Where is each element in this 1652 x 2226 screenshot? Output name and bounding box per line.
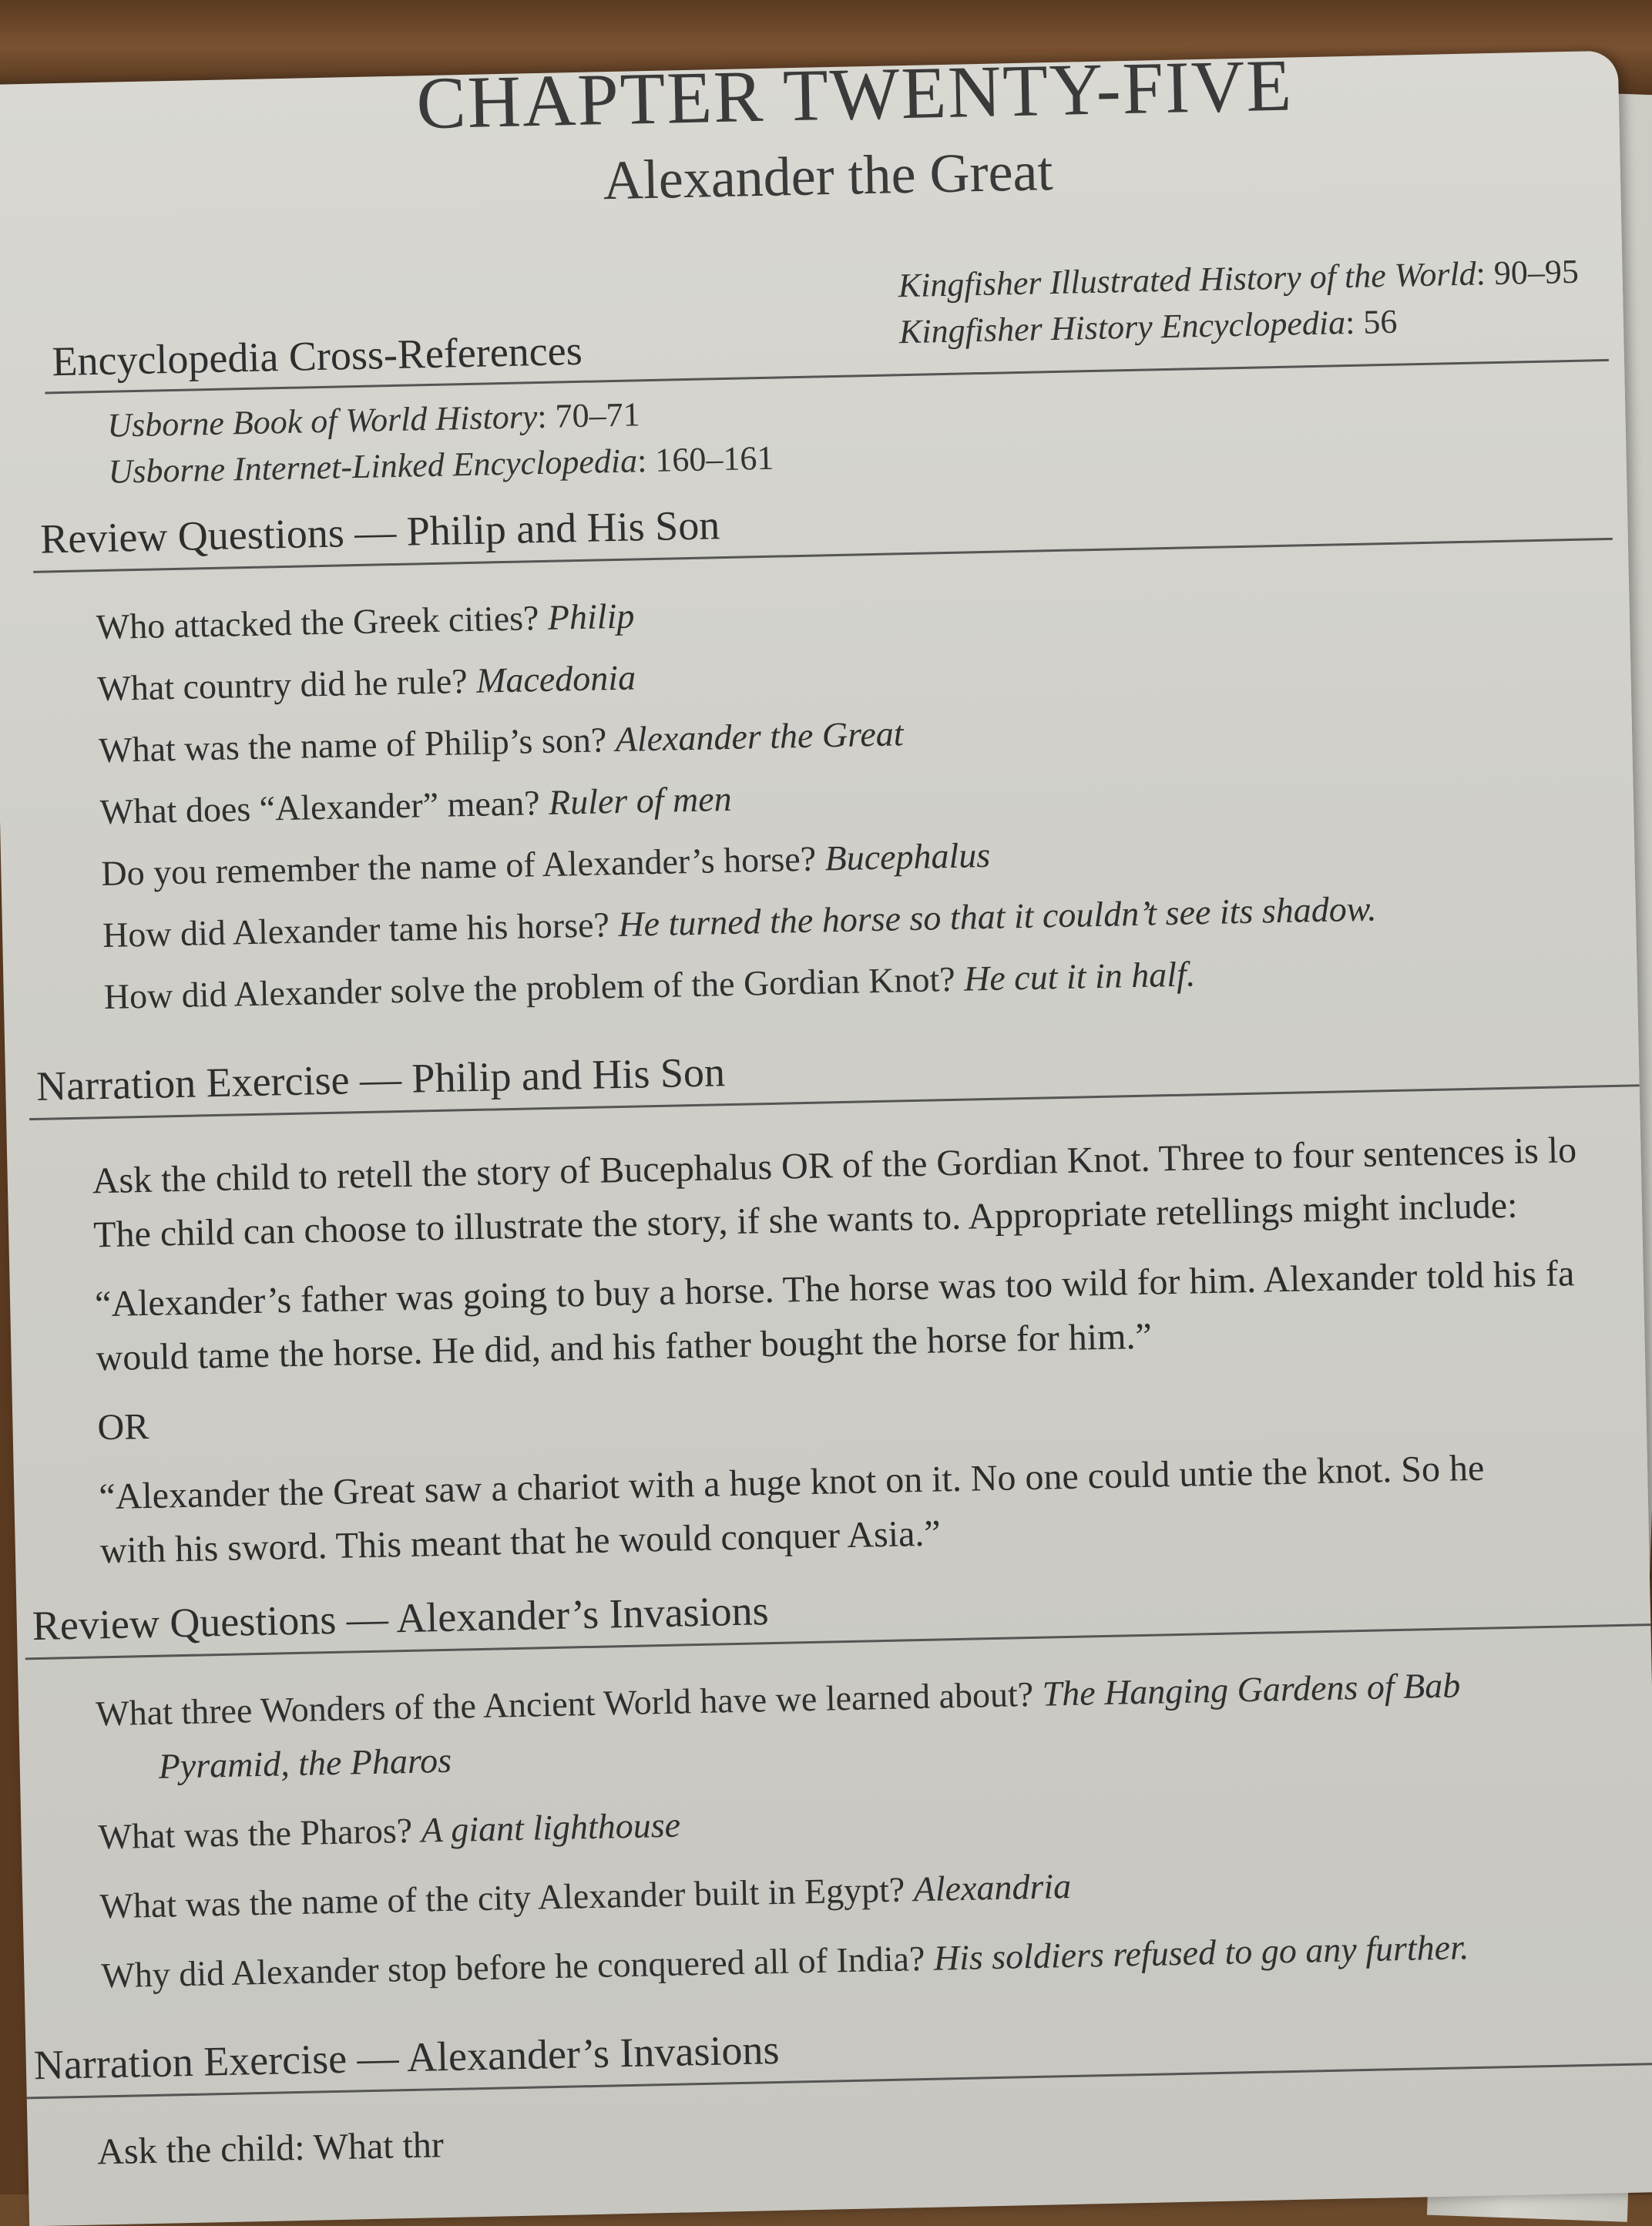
- cross-references-heading: Encyclopedia Cross-References: [51, 327, 583, 385]
- narration-text: would tame the horse. He did, and his father bought the horse for him.”: [96, 1315, 1153, 1379]
- narration-text: Ask the child to retell the story of Bucephalus OR of the Gordian Knot. Three to four sentences is lo: [92, 1130, 1577, 1202]
- review-question: What was the Pharos? A giant lighthouse: [98, 1805, 681, 1857]
- narration-text: “Alexander the Great saw a chariot with a huge knot on it. No one could untie the knot. So he: [98, 1447, 1485, 1518]
- book-page: [0, 43, 1652, 2226]
- review-questions-heading: Review Questions — Philip and His Son: [39, 502, 720, 562]
- narration-text: The child can choose to illustrate the story, if she wants to. Appropriate retellings might include:: [92, 1184, 1518, 1256]
- page-content: [0, 43, 1652, 2226]
- review-question: What was the name of the city Alexander built in Egypt? Alexandria: [99, 1865, 1072, 1926]
- chapter-subtitle: Alexander the Great: [602, 139, 1054, 212]
- review-question: Pyramid, the Pharos: [158, 1740, 452, 1786]
- review-question: What does “Alexander” mean? Ruler of men: [99, 778, 733, 832]
- review-question: What was the name of Philip’s son? Alexander the Great: [98, 713, 904, 771]
- chapter-title: CHAPTER TWENTY-FIVE: [415, 43, 1294, 145]
- narration-exercise-heading: Narration Exercise — Philip and His Son: [35, 1049, 726, 1110]
- review-question: How did Alexander tame his horse? He turned the horse so that it couldn’t see its shadow.: [102, 888, 1377, 955]
- cross-ref-item: Usborne Internet-Linked Encyclopedia: 160–161: [108, 438, 774, 491]
- narration-text: with his sword. This meant that he would conquer Asia.”: [99, 1513, 942, 1572]
- cross-ref-item: Kingfisher History Encyclopedia: 56: [898, 302, 1398, 351]
- narration-text: OR: [96, 1405, 149, 1449]
- review-questions-heading: Review Questions — Alexander’s Invasions: [32, 1587, 770, 1650]
- review-question: Do you remember the name of Alexander’s horse? Bucephalus: [100, 834, 991, 894]
- cross-ref-item: Usborne Book of World History: 70–71: [106, 395, 641, 445]
- review-question: How did Alexander solve the problem of the Gordian Knot? He cut it in half.: [103, 954, 1196, 1017]
- narration-text: Ask the child: What thr: [96, 2124, 445, 2173]
- review-question: What three Wonders of the Ancient World have we learned about? The Hanging Gardens of Bab: [95, 1665, 1461, 1734]
- review-question: What country did he rule? Macedonia: [96, 657, 636, 709]
- review-question: Who attacked the Greek cities? Philip: [96, 596, 635, 647]
- review-question: Why did Alexander stop before he conquered all of India? His soldiers refused to go any further.: [100, 1927, 1469, 1996]
- narration-exercise-heading: Narration Exercise — Alexander’s Invasions: [33, 2026, 780, 2089]
- cross-ref-item: Kingfisher Illustrated History of the World: 90–95: [898, 252, 1580, 305]
- narration-text: “Alexander’s father was going to buy a horse. The horse was too wild for him. Alexander told his fa: [94, 1253, 1575, 1325]
